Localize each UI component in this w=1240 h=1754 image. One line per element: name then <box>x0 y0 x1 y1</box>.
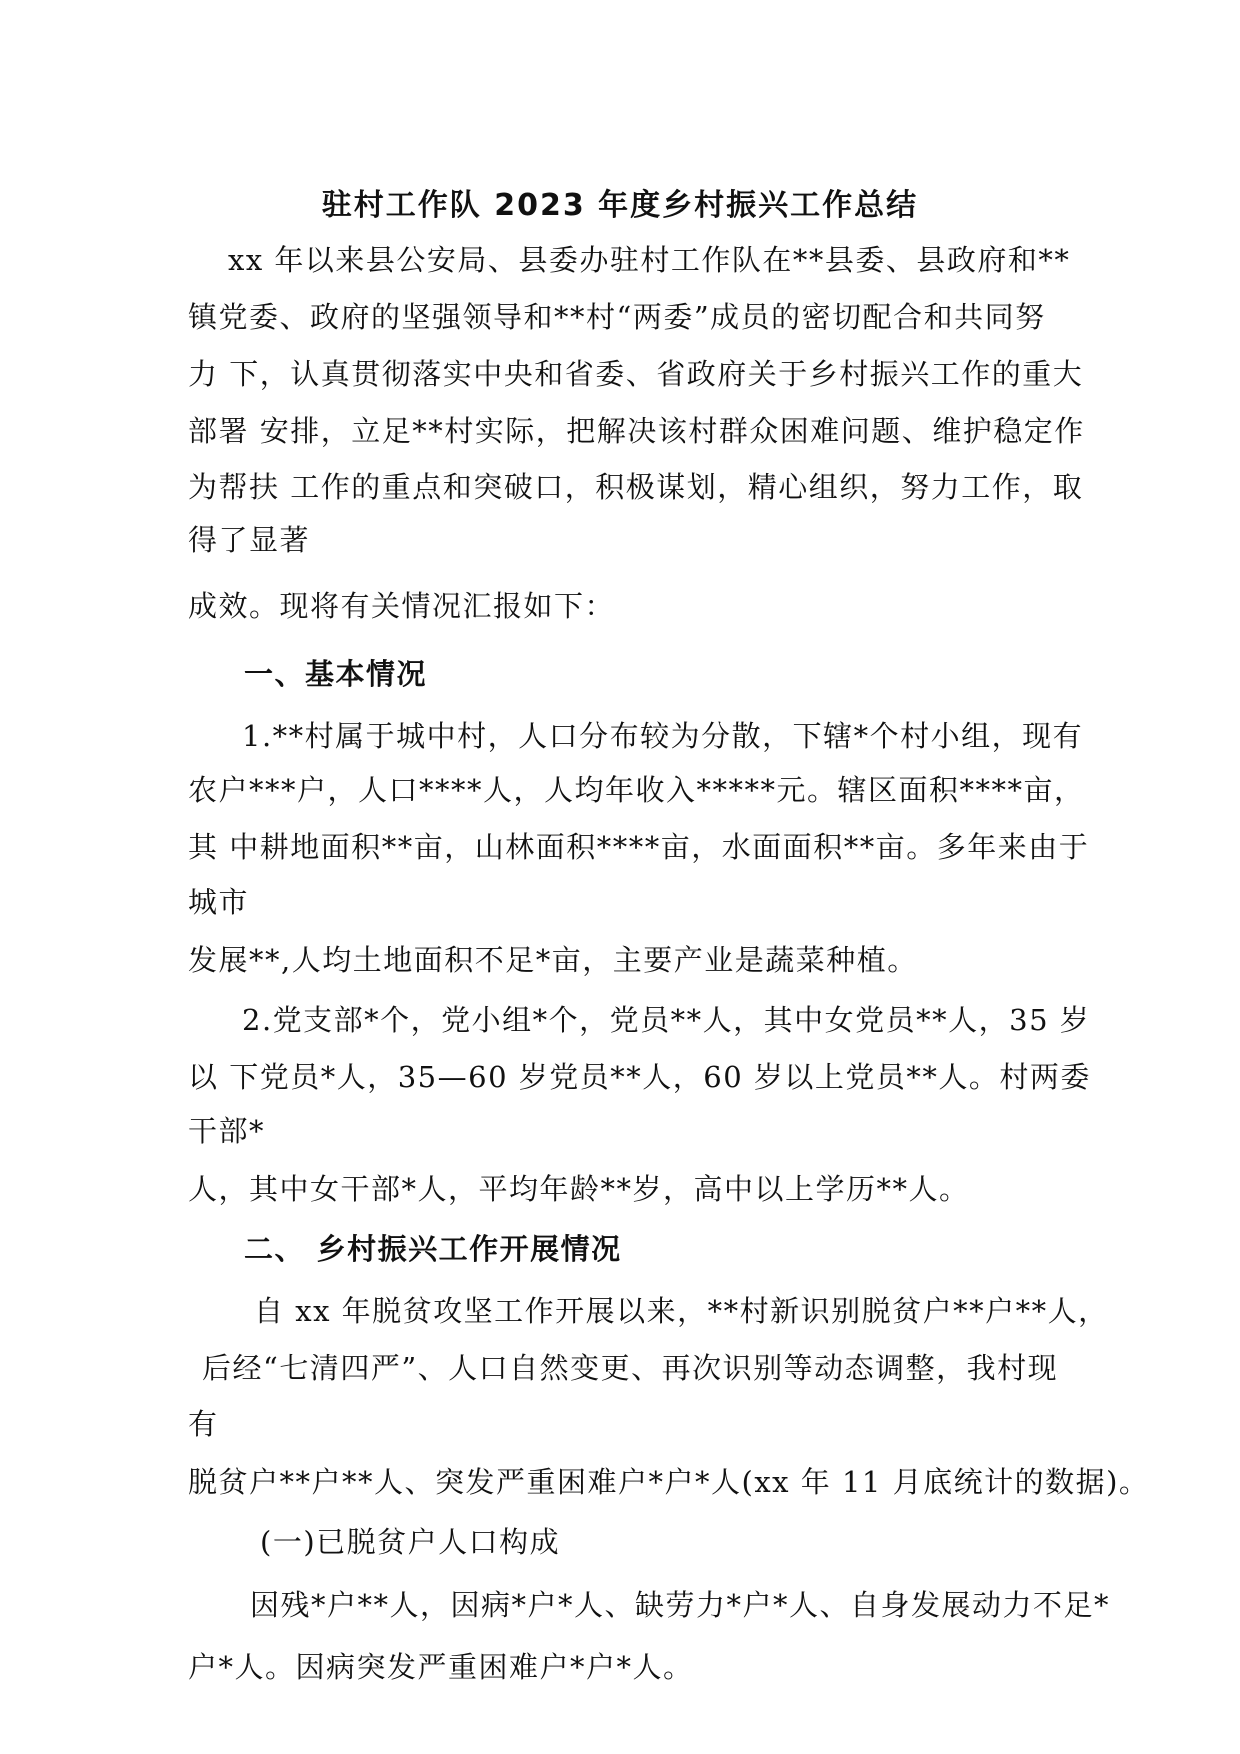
paragraph-line: 人，其中女干部*人，平均年龄**岁，高中以上学历**人。 <box>188 1172 970 1206</box>
section-heading: 一、基本情况 <box>244 657 428 691</box>
paragraph-line: 农户***户，人口****人，人均年收入*****元。辖区面积****亩， <box>188 773 1085 807</box>
paragraph-line: 以 下党员*人，35—60 岁党员**人，60 岁以上党员**人。村两委 <box>188 1060 1091 1094</box>
paragraph-line: 其 中耕地面积**亩，山林面积****亩，水面面积**亩。多年来由于 <box>188 830 1090 864</box>
document-title: 驻村工作队 2023 年度乡村振兴工作总结 <box>321 188 919 223</box>
paragraph-line: 干部* <box>188 1114 266 1148</box>
paragraph-line: 城市 <box>188 885 250 919</box>
paragraph-line: 成效。现将有关情况汇报如下： <box>188 589 616 623</box>
paragraph-line: 后经“七清四严”、人口自然变更、再次识别等动态调整，我村现 <box>202 1351 1059 1385</box>
paragraph-line: 2.党支部*个，党小组*个，党员**人，其中女党员**人，35 岁 <box>242 1003 1091 1037</box>
paragraph-line: 发展**,人均土地面积不足*亩，主要产业是蔬菜种植。 <box>188 943 918 977</box>
paragraph-line: 1.**村属于城中村，人口分布较为分散，下辖*个村小组，现有 <box>242 719 1084 753</box>
subsection-heading: (一)已脱贫户人口构成 <box>260 1525 561 1559</box>
section-heading: 二、 乡村振兴工作开展情况 <box>244 1232 622 1266</box>
paragraph-line: 镇党委、政府的坚强领导和**村“两委”成员的密切配合和共同努 <box>188 300 1046 334</box>
paragraph-line: 因残*户**人，因病*户*人、缺劳力*户*人、自身发展动力不足* <box>250 1588 1111 1622</box>
paragraph-line: 自 xx 年脱贫攻坚工作开展以来，**村新识别脱贫户**户**人， <box>254 1294 1109 1328</box>
paragraph-line: 得了显著 <box>188 523 311 557</box>
paragraph-line: xx 年以来县公安局、县委办驻村工作队在**县委、县政府和** <box>228 243 1071 277</box>
paragraph-line: 户*人。因病突发严重困难户*户*人。 <box>188 1650 694 1684</box>
paragraph-line: 脱贫户**户**人、突发严重困难户*户*人(xx 年 11 月底统计的数据)。 <box>188 1465 1150 1499</box>
paragraph-line: 部署 安排，立足**村实际，把解决该村群众困难问题、维护稳定作 <box>188 414 1085 448</box>
paragraph-line: 力 下，认真贯彻落实中央和省委、省政府关于乡村振兴工作的重大 <box>188 357 1084 391</box>
paragraph-line: 有 <box>188 1407 219 1441</box>
paragraph-line: 为帮扶 工作的重点和突破口，积极谋划，精心组织，努力工作，取 <box>188 470 1084 504</box>
